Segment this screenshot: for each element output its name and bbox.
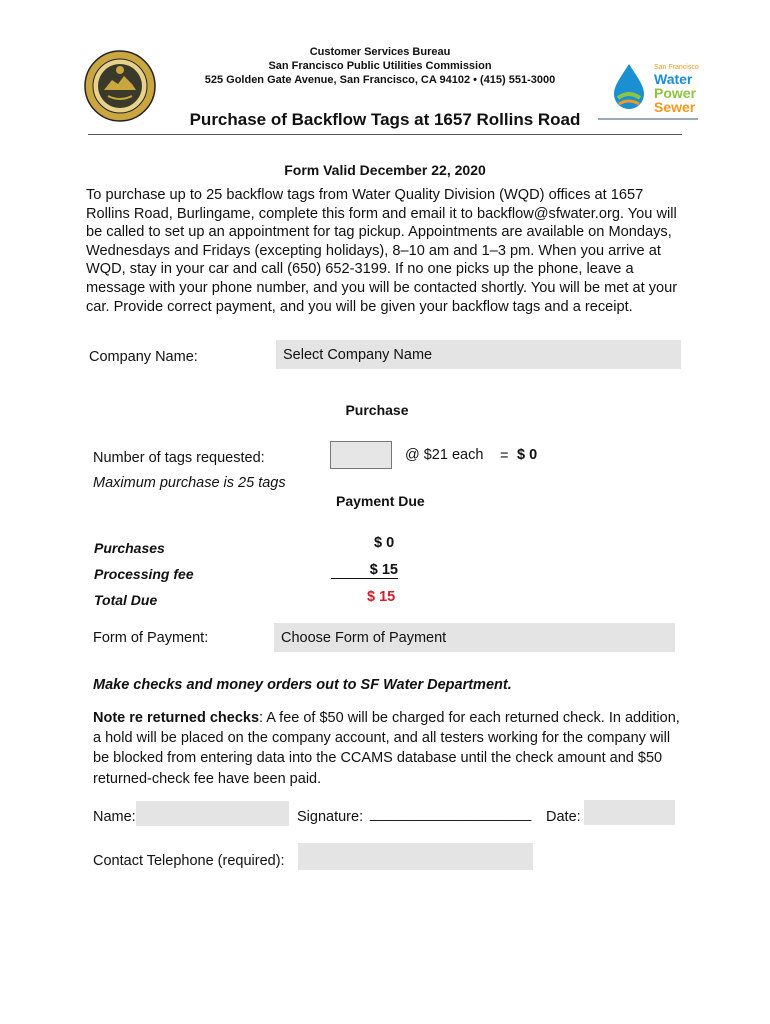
purchases-value: $ 0: [374, 535, 395, 551]
date-label: Date:: [546, 809, 581, 825]
total-due-label: Total Due: [94, 592, 158, 608]
checks-payable-note: Make checks and money orders out to SF Water Department.: [93, 677, 512, 693]
purchases-label: Purchases: [94, 540, 165, 556]
tags-quantity-input[interactable]: [330, 441, 392, 469]
page-title: Purchase of Backflow Tags at 1657 Rollins Road: [189, 110, 581, 129]
max-purchase-note: Maximum purchase is 25 tags: [93, 475, 286, 491]
title-divider: [88, 134, 682, 135]
intro-paragraph: To purchase up to 25 backflow tags from Water Quality Division (WQD) offices at 1657 Rollins Road, Burlingame, complete this form and email it to backflow@sfwater.org. You will be called to set up an appointment for tag pickup. Appointments are available on Mondays, Wednesdays and Fridays (excepting holidays), 8–10 am and 1–3 pm. When you arrive at WQD, stay in your car and call (650) 652-3199. If no one picks up the phone, leave a message with your phone number, and you will be contacted shortly. You will be met at your car. Provide correct payment, and you will be given your backflow tags and a receipt.: [86, 187, 678, 315]
logo-water: Water: [654, 71, 693, 87]
returned-checks-paragraph: [93, 708, 683, 789]
contact-phone-label: Contact Telephone (required):: [93, 853, 285, 869]
purchase-subtotal: $ 0: [517, 447, 538, 463]
form-valid-date: Form Valid December 22, 2020: [284, 162, 486, 178]
signature-label: Signature:: [297, 809, 364, 825]
form-of-payment-select[interactable]: Choose Form of Payment: [274, 623, 675, 652]
payment-due-heading: Payment Due: [336, 493, 425, 509]
header-bureau: Customer Services Bureau: [309, 46, 451, 58]
purchase-heading: Purchase: [345, 402, 409, 418]
tags-requested-label: Number of tags requested:: [93, 450, 265, 466]
header-address: 525 Golden Gate Avenue, San Francisco, CA 94102 • (415) 551-3000: [204, 74, 556, 86]
name-label: Name:: [93, 809, 136, 825]
returned-checks-body: : A fee of $50 will be charged for each returned check. In addition, a hold will be placed on the company account, and all testers working for the company will be blocked from entering data into the CCAMS database until the check amount and $50 returned-check fee have been paid.: [93, 710, 680, 787]
contact-phone-input[interactable]: [298, 843, 533, 870]
name-input[interactable]: [136, 801, 289, 826]
processing-fee-value: $ 15: [331, 562, 398, 579]
processing-fee-label: Processing fee: [94, 566, 194, 582]
total-due-value: $ 15: [367, 589, 396, 605]
water-drop-icon: [610, 62, 648, 112]
logo-small-text: San Francisco: [654, 64, 699, 71]
signature-line[interactable]: ____________________: [370, 806, 532, 822]
equals-sign: =: [500, 448, 509, 464]
returned-checks-lead: Note re returned checks: [93, 710, 260, 726]
company-name-select[interactable]: Select Company Name: [276, 340, 681, 369]
logo-sewer: Sewer: [654, 99, 696, 115]
company-name-label: Company Name:: [89, 349, 198, 365]
logo-power: Power: [654, 85, 697, 101]
header-commission: San Francisco Public Utilities Commission: [268, 60, 492, 72]
date-input[interactable]: [584, 800, 675, 825]
form-of-payment-label: Form of Payment:: [93, 630, 209, 646]
price-each-text: @ $21 each: [405, 447, 484, 463]
